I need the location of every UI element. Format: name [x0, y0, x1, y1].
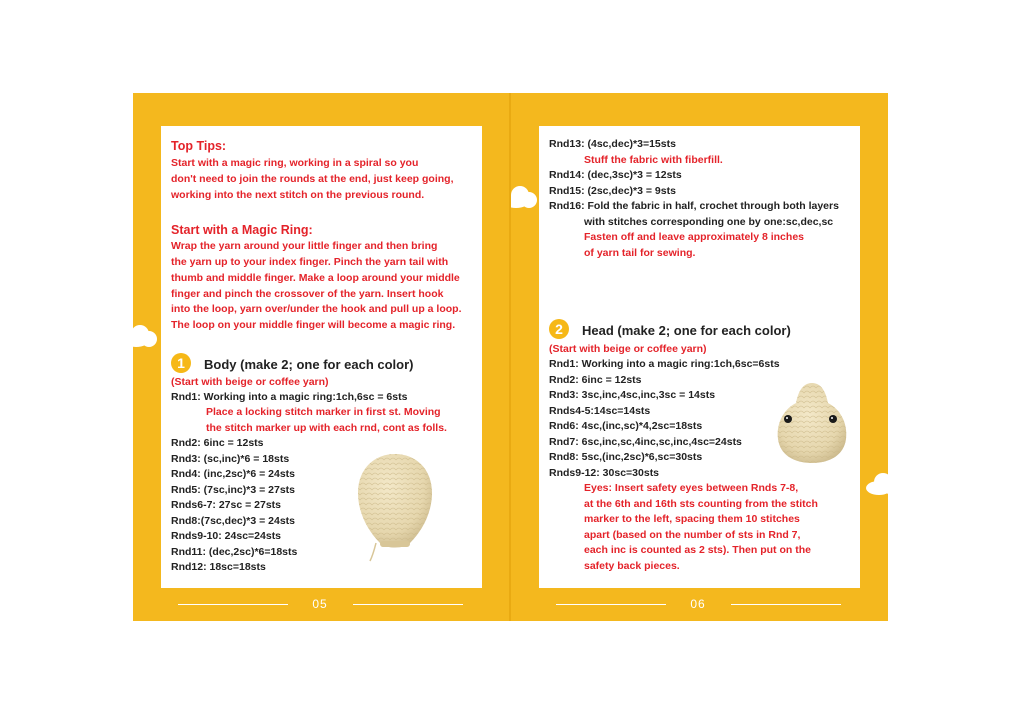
round-instruction: Rnd15: (2sc,dec)*3 = 9sts: [549, 185, 676, 197]
round-instruction: Rnds9-12: 30sc=30sts: [549, 467, 660, 479]
magic-ring-title: Start with a Magic Ring:: [171, 223, 313, 237]
magic-ring-line: finger and pinch the crossover of the yarn. Insert hook: [171, 288, 444, 300]
round-instruction: Rnd8: 5sc,(inc,2sc)*6,sc=30sts: [549, 451, 703, 463]
round-instruction-cont: with stitches corresponding one by one:sc,dec,sc: [584, 216, 834, 228]
body-section-subtitle: (Start with beige or coffee yarn): [171, 376, 329, 388]
round-instruction: Rnd14: (dec,3sc)*3 = 12sts: [549, 169, 682, 181]
left-page: [133, 93, 510, 621]
eyes-note: marker to the left, spacing them 10 stitches: [584, 513, 800, 525]
round-instruction: Rnd6: 4sc,(inc,sc)*4,2sc=18sts: [549, 420, 703, 432]
tips-line: working into the next stitch on the previous round.: [171, 189, 425, 201]
round-instruction: Rnd13: (4sc,dec)*3=15sts: [549, 138, 676, 150]
round-instruction: Rnd16: Fold the fabric in half, crochet through both layers: [549, 200, 839, 212]
section-number-badge: 1: [171, 353, 191, 373]
round-note: the stitch marker up with each rnd, cont as folls.: [206, 422, 447, 434]
round-instruction: Rnd4: (inc,2sc)*6 = 24sts: [171, 468, 296, 480]
round-instruction: Rnd3: 3sc,inc,4sc,inc,3sc = 14sts: [549, 389, 716, 401]
page-number: 06: [690, 597, 706, 611]
page-footer: [133, 593, 510, 617]
round-instruction: Rnd1: Working into a magic ring:1ch,6sc=6sts: [549, 358, 780, 370]
round-instruction: Rnds4-5:14sc=14sts: [549, 405, 651, 417]
round-note: Fasten off and leave approximately 8 inches: [584, 231, 804, 243]
magic-ring-line: Wrap the yarn around your little finger and then bring: [171, 240, 438, 252]
round-instruction: Rnds9-10: 24sc=24sts: [171, 530, 282, 542]
round-instruction: Rnd7: 6sc,inc,sc,4inc,sc,inc,4sc=24sts: [549, 436, 742, 448]
round-instruction: Rnd8:(7sc,dec)*3 = 24sts: [171, 515, 296, 527]
tips-line: don't need to join the rounds at the end, just keep going,: [171, 173, 454, 185]
magic-ring-line: the yarn up to your index finger. Pinch the yarn tail with: [171, 256, 449, 268]
eyes-note: safety back pieces.: [584, 560, 680, 572]
cloud-decoration: [866, 473, 888, 495]
page-footer: [511, 593, 888, 617]
eyes-note: Eyes: Insert safety eyes between Rnds 7-8,: [584, 482, 799, 494]
magic-ring-line: into the loop, yarn over/under the hook and pull up a loop.: [171, 303, 462, 315]
round-instruction: Rnd2: 6inc = 12sts: [171, 437, 264, 449]
round-note: Stuff the fabric with fiberfill.: [584, 154, 723, 166]
magic-ring-line: The loop on your middle finger will become a magic ring.: [171, 319, 456, 331]
crochet-body-photo: [354, 451, 436, 563]
tips-line: Start with a magic ring, working in a spiral so you: [171, 157, 419, 169]
round-instruction: Rnds6-7: 27sc = 27sts: [171, 499, 282, 511]
cloud-decoration: [133, 325, 163, 347]
magic-ring-line: thumb and middle finger. Make a loop around your middle: [171, 272, 460, 284]
round-note: of yarn tail for sewing.: [584, 247, 696, 259]
section-number-badge: 2: [549, 319, 569, 339]
round-instruction: Rnd12: 18sc=18sts: [171, 561, 266, 573]
head-section-subtitle: (Start with beige or coffee yarn): [549, 343, 707, 355]
body-section-title: Body (make 2; one for each color): [204, 357, 414, 372]
head-section-title: Head (make 2; one for each color): [582, 323, 791, 338]
round-instruction: Rnd2: 6inc = 12sts: [549, 374, 642, 386]
crochet-head-photo: [774, 379, 850, 465]
round-instruction: Rnd11: (dec,2sc)*6=18sts: [171, 546, 298, 558]
round-instruction: Rnd5: (7sc,inc)*3 = 27sts: [171, 484, 296, 496]
right-page: [511, 93, 888, 621]
round-note: Place a locking stitch marker in first st. Moving: [206, 406, 441, 418]
cloud-decoration: [511, 186, 543, 208]
eyes-note: apart (based on the number of sts in Rnd 7,: [584, 529, 801, 541]
left-content-card: [161, 126, 482, 588]
tips-title: Top Tips:: [171, 139, 227, 153]
round-instruction: Rnd1: Working into a magic ring:1ch,6sc = 6sts: [171, 391, 408, 403]
eyes-note: each inc is counted as 2 sts). Then put on the: [584, 544, 811, 556]
right-content-card: [539, 126, 860, 588]
page-number: 05: [312, 597, 328, 611]
round-instruction: Rnd3: (sc,inc)*6 = 18sts: [171, 453, 290, 465]
eyes-note: at the 6th and 16th sts counting from the stitch: [584, 498, 818, 510]
